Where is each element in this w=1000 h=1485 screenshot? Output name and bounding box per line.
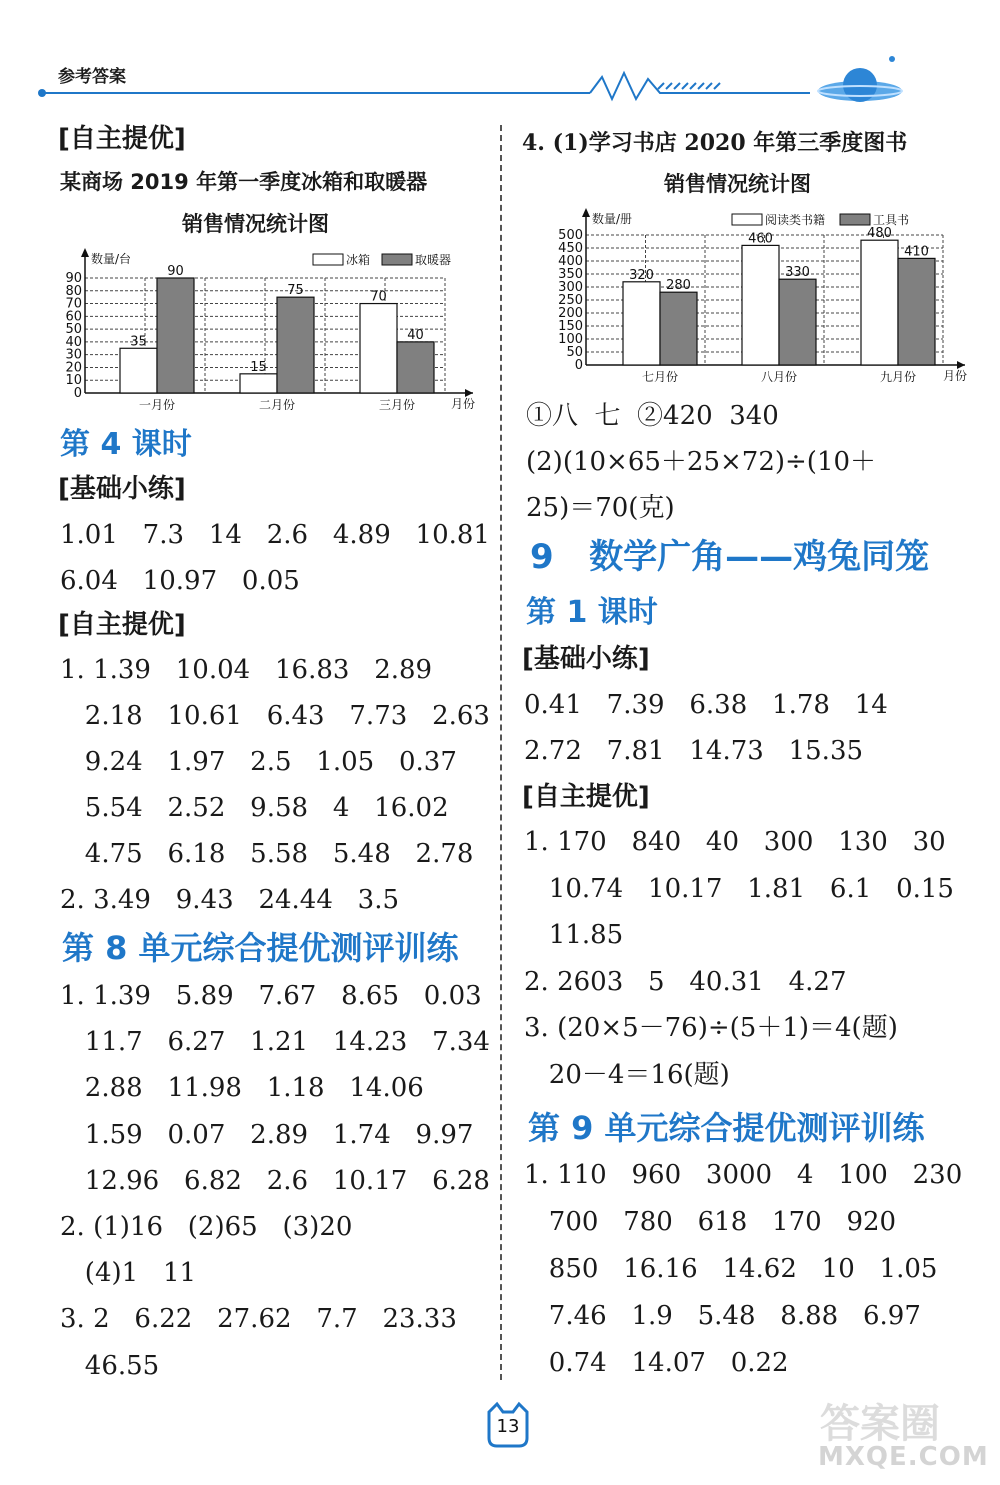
y-tick-label: 60 (65, 309, 82, 325)
legend-label: 冰箱 (346, 253, 371, 267)
y-tick-label: 90 (65, 271, 82, 286)
y-tick-label: 250 (558, 293, 583, 308)
y-tick-label: 400 (558, 254, 583, 269)
y-tick-label: 10 (65, 373, 82, 389)
answer-line: 10.74 10.17 1.81 6.1 0.15 (524, 873, 954, 904)
y-tick-label: 300 (558, 280, 583, 295)
left-heading-self-improve-2: [自主提优] (58, 610, 186, 640)
y-tick-label: 150 (558, 319, 583, 334)
answer-line: 2.18 10.61 6.43 7.73 2.63 (60, 701, 490, 731)
y-tick-label: 50 (65, 322, 82, 338)
answer-line: 850 16.16 14.62 10 1.05 (524, 1254, 938, 1284)
answer-line: 6.04 10.97 0.05 (60, 566, 300, 596)
watermark-logo: 答案圈 (820, 1401, 940, 1447)
bar (360, 304, 397, 393)
bar (861, 240, 898, 365)
y-axis-label: 数量/册 (592, 212, 633, 226)
y-tick-label: 450 (558, 241, 583, 256)
y-tick-label: 20 (65, 360, 82, 376)
answer-line: 1. 110 960 3000 4 100 230 (524, 1160, 963, 1190)
right-heading-basic: [基础小练] (522, 644, 650, 674)
answer-line: ①八 七 ②420 340 (526, 401, 779, 431)
answer-line: 700 780 618 170 920 (524, 1207, 897, 1237)
bar-value-label: 40 (407, 327, 424, 343)
y-axis-arrow (582, 208, 590, 217)
bar (240, 374, 277, 393)
chart1-bar-chart (55, 245, 480, 415)
bar-value-label: 460 (748, 231, 773, 247)
q4-title: 4. (1)学习书店 2020 年第三季度图书 (522, 130, 908, 156)
bar (397, 342, 434, 393)
bar-value-label: 320 (629, 267, 654, 283)
bar-value-label: 480 (867, 226, 892, 242)
answer-line: 1. 170 840 40 300 130 30 (524, 827, 946, 857)
bar-value-label: 75 (287, 283, 304, 299)
bar (660, 292, 697, 365)
answer-line: 2. 2603 5 40.31 4.27 (524, 966, 847, 997)
bar-value-label: 410 (904, 244, 929, 260)
legend-swatch (732, 214, 762, 225)
bar-value-label: 280 (666, 278, 691, 294)
column-divider (500, 125, 502, 1380)
answer-line: 0.74 14.07 0.22 (524, 1348, 789, 1378)
x-axis-label: 月份 (450, 397, 476, 411)
lesson-4-heading: 第 4 课时 (60, 427, 192, 462)
answer-line: 1. 1.39 5.89 7.67 8.65 0.03 (60, 981, 482, 1011)
y-tick-label: 350 (558, 267, 583, 282)
bar (623, 282, 660, 365)
chart2-title-line2: 销售情况统计图 (664, 172, 811, 196)
bar (120, 348, 157, 393)
legend-swatch (840, 214, 870, 225)
y-tick-label: 50 (566, 345, 583, 360)
chart1-title-line2: 销售情况统计图 (182, 212, 329, 236)
answer-line: (4)1 11 (60, 1258, 197, 1289)
answer-line: 2.88 11.98 1.18 14.06 (60, 1073, 424, 1104)
y-tick-label: 40 (65, 334, 82, 350)
answer-line: 9.24 1.97 2.5 1.05 0.37 (60, 747, 457, 777)
answer-line: 11.7 6.27 1.21 14.23 7.34 (60, 1027, 490, 1058)
answer-line: 3. 2 6.22 27.62 7.7 23.33 (60, 1304, 457, 1335)
y-tick-label: 100 (558, 332, 583, 347)
bar-value-label: 330 (785, 265, 810, 281)
answer-line: 4.75 6.18 5.58 5.48 2.78 (60, 839, 474, 869)
answer-line: 5.54 2.52 9.58 4 16.02 (60, 793, 449, 823)
answer-line: 7.46 1.9 5.48 8.88 6.97 (524, 1301, 921, 1331)
answer-line: 25)＝70(克) (526, 493, 675, 523)
answer-line: 2. 3.49 9.43 24.44 3.5 (60, 885, 400, 915)
y-axis-arrow (81, 248, 89, 257)
y-tick-label: 0 (73, 386, 82, 401)
y-tick-label: 0 (574, 358, 583, 373)
header-label: 参考答案 (58, 67, 126, 87)
page-number: 13 (496, 1416, 520, 1437)
y-tick-label: 30 (65, 347, 82, 363)
header-decoration (30, 55, 920, 110)
y-tick-label: 70 (65, 296, 82, 312)
answer-line: 1.59 0.07 2.89 1.74 9.97 (60, 1119, 474, 1150)
unit8-heading: 第 8 单元综合提优测评训练 (62, 929, 459, 967)
answer-line: 12.96 6.82 2.6 10.17 6.28 (60, 1165, 490, 1196)
legend-label: 取暖器 (415, 253, 452, 267)
answer-line: 46.55 (60, 1350, 160, 1381)
bar-value-label: 15 (250, 359, 267, 375)
bar-value-label: 35 (130, 334, 147, 350)
legend-swatch (313, 254, 343, 265)
bar (779, 279, 816, 365)
bar (742, 245, 779, 365)
x-axis-arrow (957, 361, 965, 369)
left-heading-basic: [基础小练] (58, 474, 186, 504)
bar (898, 258, 935, 365)
x-tick-label: 一月份 (138, 398, 176, 412)
watermark-url: MXQE.COM (818, 1442, 989, 1472)
y-tick-label: 200 (558, 306, 583, 321)
chart2-bar-chart (520, 205, 980, 390)
answer-line: 0.41 7.39 6.38 1.78 14 (524, 690, 888, 720)
bar (157, 278, 194, 393)
answer-line: 1.01 7.3 14 2.6 4.89 10.81 (60, 520, 490, 550)
answer-line: (2)(10×65＋25×72)÷(10＋ (526, 447, 877, 477)
answer-line: 11.85 (524, 920, 624, 950)
unit9-title: 9 数学广角——鸡兔同笼 (530, 537, 930, 577)
bar (277, 297, 314, 393)
legend-label: 阅读类书籍 (765, 213, 826, 227)
answer-line: 2.72 7.81 14.73 15.35 (524, 736, 864, 766)
bar-value-label: 70 (370, 289, 387, 305)
x-tick-label: 七月份 (641, 370, 679, 384)
legend-swatch (382, 254, 412, 265)
x-tick-label: 八月份 (760, 370, 798, 384)
x-tick-label: 二月份 (258, 398, 296, 412)
answer-line: 1. 1.39 10.04 16.83 2.89 (60, 655, 433, 685)
x-axis-label: 月份 (942, 369, 968, 383)
legend-label: 工具书 (873, 213, 910, 227)
x-tick-label: 九月份 (879, 370, 917, 384)
bar-value-label: 90 (167, 264, 184, 279)
answer-line: 20－4＝16(题) (524, 1059, 730, 1090)
right-heading-self-improve: [自主提优] (522, 782, 650, 812)
y-tick-label: 500 (558, 228, 583, 243)
chart1-title-line1: 某商场 2019 年第一季度冰箱和取暖器 (60, 170, 428, 194)
x-axis-arrow (465, 389, 473, 397)
left-heading-self-improve: [自主提优] (58, 124, 186, 154)
x-tick-label: 三月份 (378, 398, 416, 412)
answer-line: 3. (20×5－76)÷(5＋1)＝4(题) (524, 1013, 898, 1043)
answer-line: 2. (1)16 (2)65 (3)20 (60, 1212, 353, 1242)
lesson-1-heading: 第 1 课时 (526, 595, 658, 630)
y-axis-label: 数量/台 (91, 252, 132, 266)
y-tick-label: 80 (65, 283, 82, 299)
unit9-test-heading: 第 9 单元综合提优测评训练 (528, 1109, 925, 1147)
